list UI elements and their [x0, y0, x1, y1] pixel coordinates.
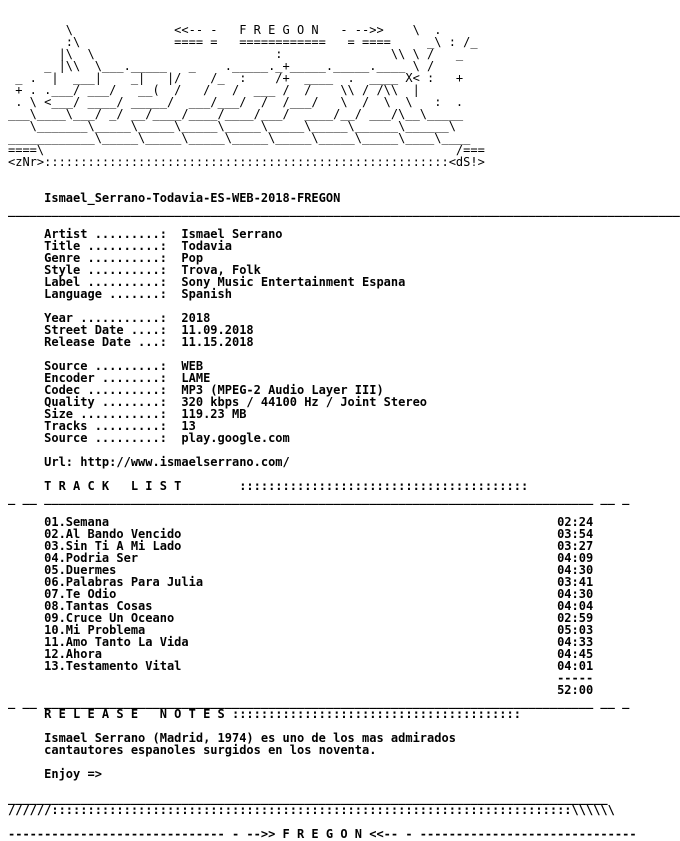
track-title: 03.Sin Ti A Mi Lado: [8, 539, 182, 553]
info-line: Quality ........: 320 kbps / 44100 Hz / Joint Stereo: [8, 395, 428, 409]
release-name: Ismael_Serrano-Todavia-ES-WEB-2018-FREGON: [8, 191, 341, 205]
track-time: 04:04: [557, 599, 594, 613]
track-title: 01.Semana: [8, 515, 110, 529]
info-line: Street Date ....: 11.09.2018: [8, 323, 254, 337]
note-line: cantautores espanoles surgidos en los noventa.: [8, 743, 377, 757]
track-time: 05:03: [557, 623, 594, 637]
divider: _ __ ____________________________________________________________________________ __ _: [8, 695, 630, 709]
info-line: Url: http://www.ismaelserrano.com/: [8, 455, 290, 469]
track-title: 02.Al Bando Vencido: [8, 527, 182, 541]
info-line: Size ...........: 119.23 MB: [8, 407, 247, 421]
info-line: Title ..........: Todavia: [8, 239, 232, 253]
info-line: Language .......: Spanish: [8, 287, 232, 301]
nfo-body: [8, 192, 680, 840]
info-line: Source .........: WEB: [8, 359, 204, 373]
info-line: Source .........: play.google.com: [8, 431, 290, 445]
footer-rule: ___________________________________________________________________________________: [8, 791, 608, 805]
footer-rule: //////::::::::::::::::::::::::::::::::::::::::::::::::::::::::::::::::::::::::\\\\\\: [8, 803, 615, 817]
note-line: Enjoy =>: [8, 767, 102, 781]
track-title: 08.Tantas Cosas: [8, 599, 153, 613]
info-line: Release Date ...: 11.15.2018: [8, 335, 254, 349]
track-time: 02:24: [557, 515, 594, 529]
track-time: 04:33: [557, 635, 594, 649]
track-title: 10.Mi Problema: [8, 623, 146, 637]
track-time: 02:59: [557, 611, 594, 625]
divider: _ __ ____________________________________________________________________________ __ _: [8, 491, 630, 505]
info-line: Artist .........: Ismael Serrano: [8, 227, 283, 241]
info-line: Tracks .........: 13: [8, 419, 196, 433]
track-time: 04:45: [557, 647, 594, 661]
info-line: Style ..........: Trova, Folk: [8, 263, 261, 277]
tracklist-heading: T R A C K L I S T ::::::::::::::::::::::::::::::::::::::::: [8, 479, 529, 493]
info-line: Genre ..........: Pop: [8, 251, 204, 265]
track-title: 06.Palabras Para Julia: [8, 575, 204, 589]
total-time: 52:00: [8, 683, 594, 697]
track-time: 03:41: [557, 575, 594, 589]
spacer: [8, 756, 680, 768]
notes-heading: R E L E A S E N O T E S ::::::::::::::::::::::::::::::::::::::::: [8, 707, 521, 721]
note-line: Ismael Serrano (Madrid, 1974) es uno de los mas admirados: [8, 731, 456, 745]
info-line: Year ...........: 2018: [8, 311, 211, 325]
track-title: 09.Cruce Un Oceano: [8, 611, 175, 625]
track-time: 04:30: [557, 587, 594, 601]
track-time: 03:27: [557, 539, 594, 553]
track-title: 05.Duermes: [8, 563, 117, 577]
track-time: 04:09: [557, 551, 594, 565]
track-time: 03:54: [557, 527, 594, 541]
track-list: [8, 516, 680, 672]
track-time: 04:01: [557, 659, 594, 673]
info-line: Encoder ........: LAME: [8, 371, 211, 385]
track-title: 04.Podria Ser: [8, 551, 139, 565]
footer-signature: ------------------------------ - -->> F R E G O N <<-- - ------------------------------: [8, 827, 637, 841]
divider: _____________________________________________________________________________________________: [8, 203, 680, 217]
track-title: 13.Testamento Vital: [8, 659, 182, 673]
info-line: Codec ..........: MP3 (MPEG-2 Audio Layer III): [8, 383, 384, 397]
info-line: Label ..........: Sony Music Entertainment Espana: [8, 275, 406, 289]
release-info: [8, 228, 680, 468]
track-title: 12.Ahora: [8, 647, 102, 661]
track-time: 04:30: [557, 563, 594, 577]
track-title: 07.Te Odio: [8, 587, 117, 601]
fregon-ascii-logo: \ <<-- - F R E G O N - -->> \ . :\ ==== = ============ = ==== _\ : /_ |\ \ : \\ \ / _ _ |\\ \___._____ _ ._____._+_____._____.____ \ / _ . | ___| _| |/ /_ : /+ ____ . ____ X< : + + . .___/ ___/ __( / / / ___ / / \\ / /\\ | . \ <___/ ____/ _____/ ___/___/ / /___/ \ / \ \ : . ___\____\___/ _/ __/____/____/____/___/ ____/__/ ___/\__\_____ \_______\_____\_____\_____\_____\_____\_____\______\______\ ____________\_____\_____\_____\_____\_____\_____\_____\____\____ ====\ /=== <zNr>::::::::::::::::::::::::::::::::::::::::::::::::::::::::<dS!>: [8, 23, 485, 169]
release-notes: [8, 732, 680, 780]
track-title: 11.Amo Tanto La Vida: [8, 635, 189, 649]
total-rule: -----: [8, 671, 594, 685]
